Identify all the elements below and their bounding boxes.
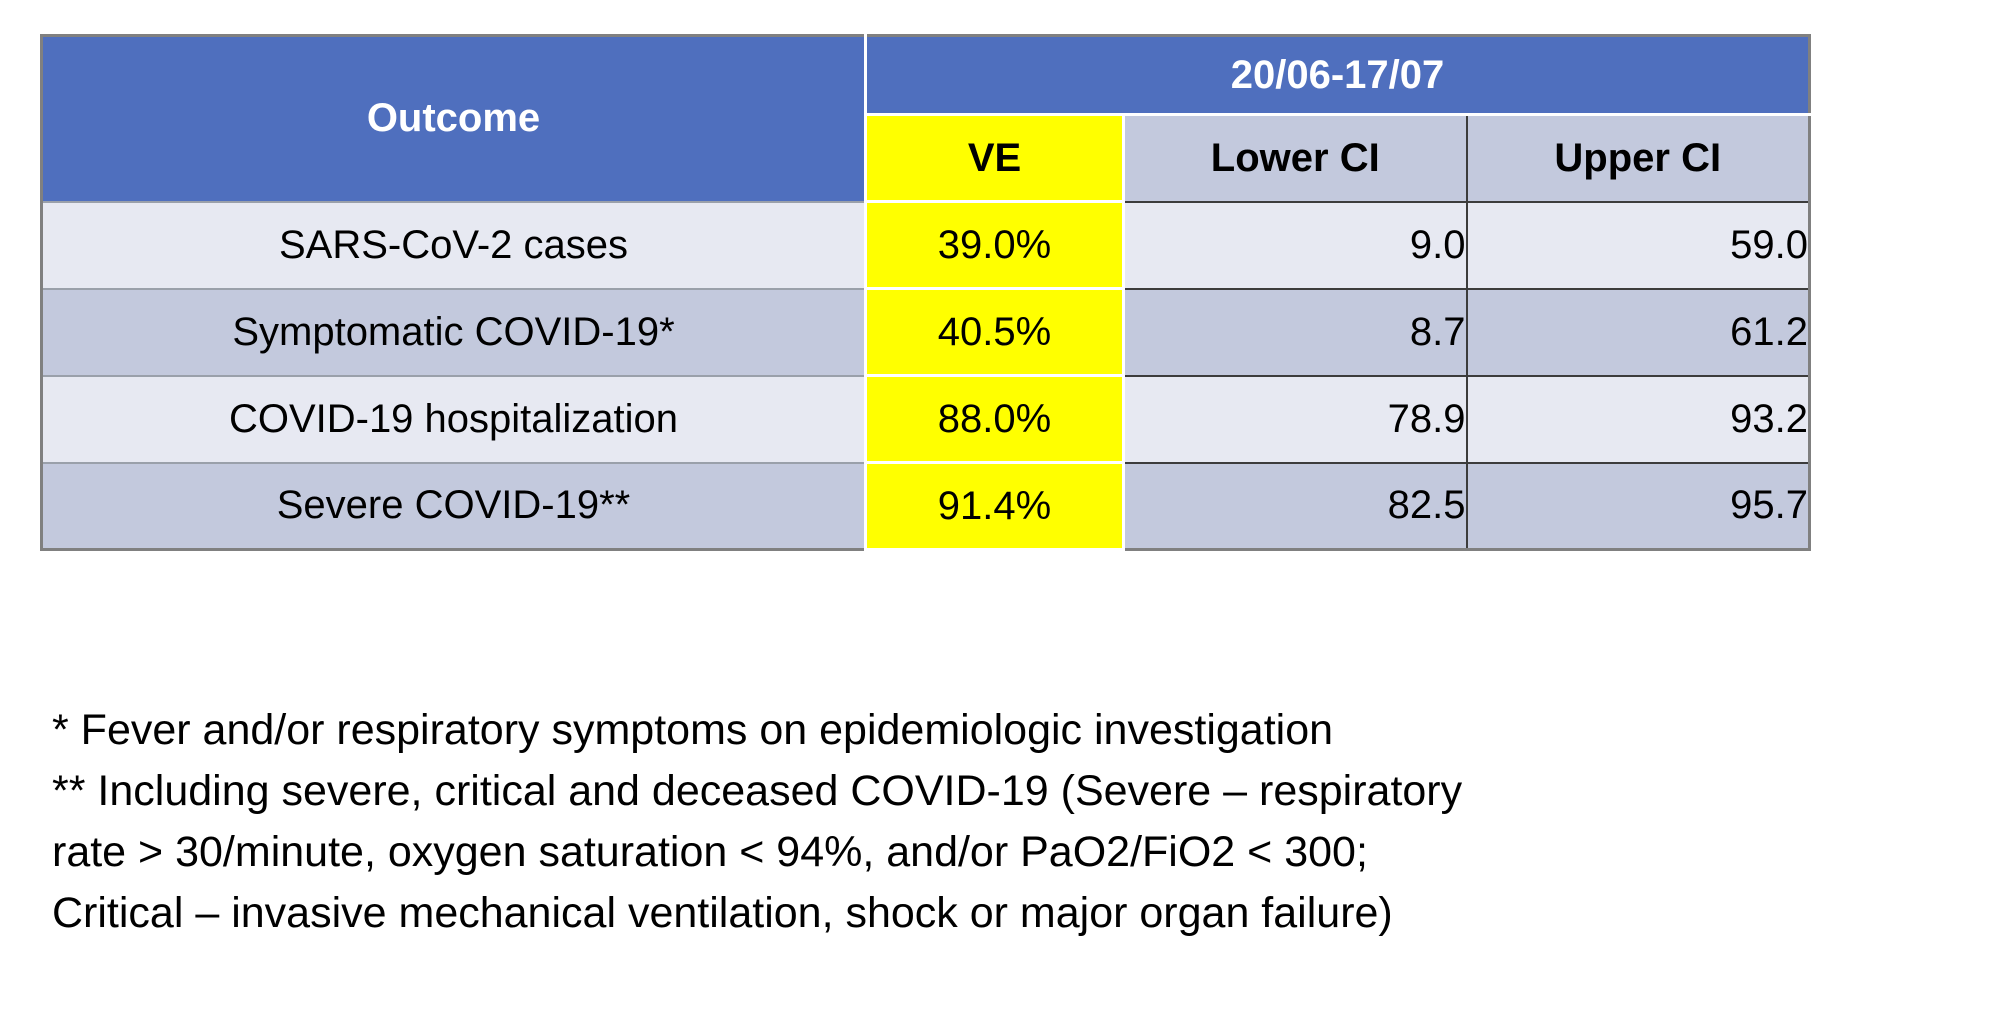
table-row xyxy=(42,202,1810,289)
cell-ve: 40.5% xyxy=(866,289,1124,376)
cell-outcome: Severe COVID-19** xyxy=(42,463,866,550)
column-header-ve: VE xyxy=(866,115,1124,202)
cell-lower-ci: 82.5 xyxy=(1124,463,1467,550)
cell-outcome: COVID-19 hospitalization xyxy=(42,376,866,463)
column-header-period: 20/06-17/07 xyxy=(866,36,1810,115)
cell-upper-ci: 61.2 xyxy=(1467,289,1810,376)
footnote-line-3: rate > 30/minute, oxygen saturation < 94%, and/or PaO2/FiO2 < 300; xyxy=(52,828,1368,877)
cell-ve: 91.4% xyxy=(866,463,1124,550)
table-row xyxy=(42,463,1810,550)
cell-upper-ci: 59.0 xyxy=(1467,202,1810,289)
table-header-row-top xyxy=(42,36,1810,115)
footnote-line-1: * Fever and/or respiratory symptoms on epidemiologic investigation xyxy=(52,706,1334,754)
vaccine-effectiveness-table xyxy=(40,34,1811,551)
column-header-outcome: Outcome xyxy=(42,36,866,202)
cell-outcome: SARS-CoV-2 cases xyxy=(42,202,866,289)
vaccine-effectiveness-table-container xyxy=(40,34,1808,551)
footnote-line-2: ** Including severe, critical and deceased COVID-19 (Severe – respiratory xyxy=(52,767,1463,816)
table-row xyxy=(42,376,1810,463)
column-header-lower-ci: Lower CI xyxy=(1124,115,1467,202)
footnotes-block xyxy=(52,700,1952,944)
cell-lower-ci: 78.9 xyxy=(1124,376,1467,463)
table-row xyxy=(42,289,1810,376)
cell-ve: 39.0% xyxy=(866,202,1124,289)
cell-lower-ci: 9.0 xyxy=(1124,202,1467,289)
footnote-line-4: Critical – invasive mechanical ventilation, shock or major organ failure) xyxy=(52,889,1393,938)
cell-outcome: Symptomatic COVID-19* xyxy=(42,289,866,376)
cell-upper-ci: 93.2 xyxy=(1467,376,1810,463)
cell-upper-ci: 95.7 xyxy=(1467,463,1810,550)
cell-lower-ci: 8.7 xyxy=(1124,289,1467,376)
column-header-upper-ci: Upper CI xyxy=(1467,115,1810,202)
cell-ve: 88.0% xyxy=(866,376,1124,463)
